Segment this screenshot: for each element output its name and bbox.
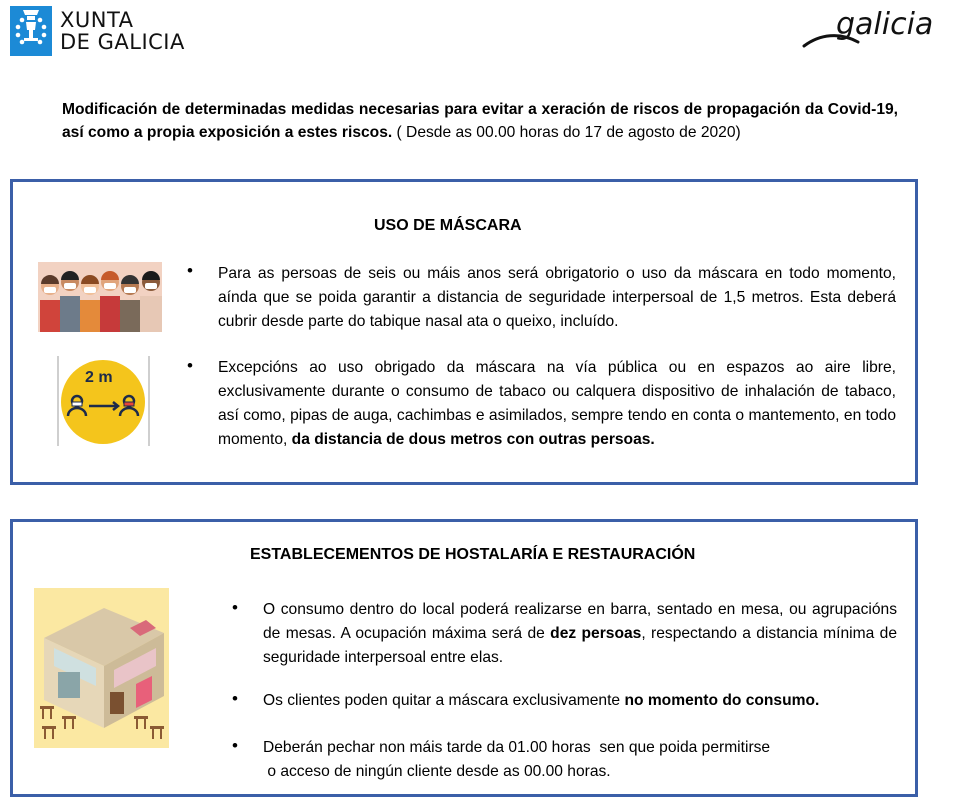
- xunta-line2: DE GALICIA: [60, 30, 185, 54]
- mask-item-2-text: Excepcións ao uso obrigado da máscara na vía pública ou en espazos ao aire libre, exclusivamente durante o consumo de tabaco ou calquera dispositivo de inhalación de tabaco, así como, pipas de auga, cachimbas e asimilados, sempre tendo en conta o mantemento, en todo momento,: [218, 359, 896, 448]
- bullet-3: •: [232, 598, 238, 617]
- restaurant-building-icon: [34, 588, 169, 748]
- mask-item-1: Para as persoas de seis ou máis anos será obrigatorio o uso da máscara en todo momento, aínda que se poida garantir a distancia de seguridade interpersoal de 1,5 metros. Esta deberá cubrir desde parte do tabique nasal ata o queixo, incluído.: [218, 265, 896, 330]
- hospitality-item-3: [263, 736, 897, 784]
- hospitality-item-2-pre: Os clientes poden quitar a máscara exclusivamente: [263, 692, 625, 709]
- bullet-4: •: [232, 689, 238, 708]
- people-with-masks-icon: [38, 262, 162, 332]
- bullet-5: •: [232, 736, 238, 755]
- galicia-logo-icon: [800, 4, 950, 52]
- hospitality-item-2: [263, 689, 897, 713]
- hospitality-item-1-bold: dez persoas: [550, 625, 642, 642]
- bullet-1: •: [187, 261, 193, 280]
- hospitality-item-3-line2: o acceso de ningún cliente desde as 00.00 horas.: [263, 763, 611, 780]
- distance-sign-icon: [57, 356, 150, 446]
- svg-text:galicia: galicia: [836, 7, 934, 42]
- hospitality-item-3-line1: Deberán pechar non máis tarde da 01.00 horas sen que poida permitirse: [263, 739, 771, 756]
- hospitality-item-1: [263, 598, 897, 670]
- xunta-logo: [10, 6, 185, 58]
- intro-paragraph: [62, 98, 898, 144]
- hospitality-item-2-bold: no momento do consumo.: [624, 692, 820, 709]
- bullet-2: •: [187, 356, 193, 375]
- intro-bold: Modificación de determinadas medidas necesarias para evitar a xeración de riscos de propagación da Covid-19, así como a propia exposición a estes riscos.: [62, 101, 898, 141]
- mask-item-2: [218, 356, 896, 452]
- xunta-shield-icon: [10, 6, 52, 56]
- hospitality-item-1-post: , respectando a distancia mínima de seguridade interpersoal entre elas.: [263, 625, 897, 666]
- distance-sign-label: 2 m: [85, 369, 113, 386]
- xunta-line1: XUNTA: [60, 8, 134, 32]
- hospitality-item-1-pre: O consumo dentro do local poderá realizarse en barra, sentado en mesa, ou agrupacións de mesas. A ocupación máxima será de: [263, 601, 897, 642]
- section-hospitality-title: ESTABLECEMENTOS DE HOSTALARÍA E RESTAURACIÓN: [250, 546, 696, 563]
- intro-date: ( Desde as 00.00 horas do 17 de agosto de 2020): [392, 124, 741, 141]
- xunta-wordmark: [60, 9, 185, 53]
- mask-item-2-bold: da distancia de dous metros con outras persoas.: [291, 431, 655, 448]
- section-mask-title: USO DE MÁSCARA: [374, 217, 522, 234]
